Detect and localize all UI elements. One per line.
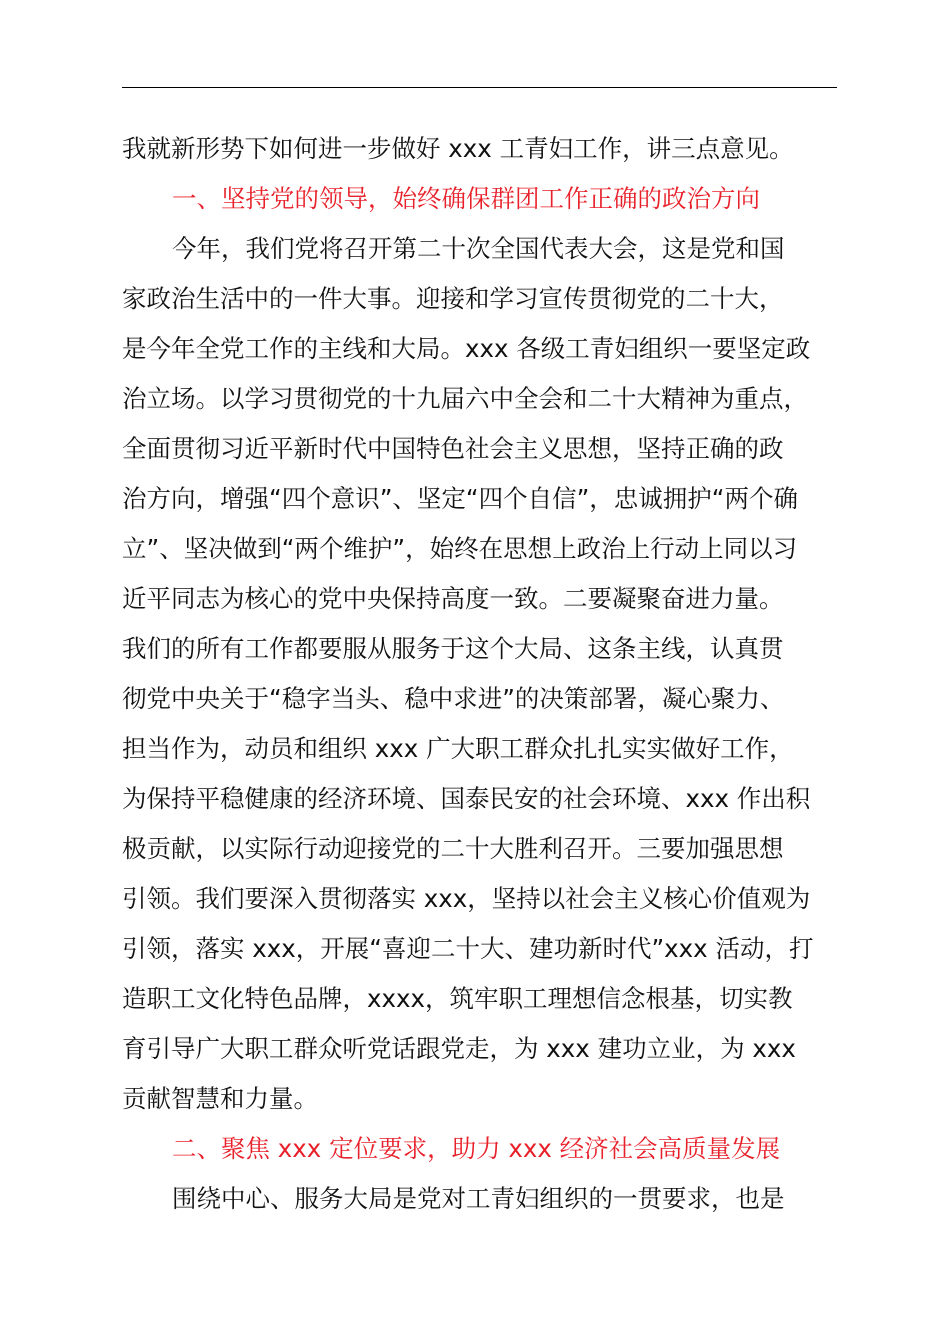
text-line: 近平同志为核心的党中央保持高度一致。二要凝聚奋进力量。 xyxy=(122,584,784,613)
text-line: 是今年全党工作的主线和大局。xxx 各级工青妇组织一要坚定政 xyxy=(122,334,811,363)
text-line: 引领，落实 xxx，开展“喜迎二十大、建功新时代”xxx 活动，打 xyxy=(122,934,814,963)
section-heading-1: 一、坚持党的领导，始终确保群团工作正确的政治方向 xyxy=(172,184,760,213)
text-line: 家政治生活中的一件大事。迎接和学习宣传贯彻党的二十大， xyxy=(122,284,784,313)
text-line: 引领。我们要深入贯彻落实 xxx，坚持以社会主义核心价值观为 xyxy=(122,884,811,913)
text-line: 治方向，增强“四个意识”、坚定“四个自信”，忠诚拥护“两个确 xyxy=(122,484,798,513)
text-line: 彻党中央关于“稳字当头、稳中求进”的决策部署，凝心聚力、 xyxy=(122,684,785,713)
text-line: 围绕中心、服务大局是党对工青妇组织的一贯要求，也是 xyxy=(172,1184,785,1213)
text-line: 治立场。以学习贯彻党的十九届六中全会和二十大精神为重点， xyxy=(122,384,808,413)
text-line: 我就新形势下如何进一步做好 xxx 工青妇工作，讲三点意见。 xyxy=(122,134,794,163)
header-rule xyxy=(122,87,837,88)
text-line: 担当作为，动员和组织 xxx 广大职工群众扎扎实实做好工作， xyxy=(122,734,794,763)
text-line: 贡献智慧和力量。 xyxy=(122,1084,318,1113)
text-line: 极贡献，以实际行动迎接党的二十大胜利召开。三要加强思想 xyxy=(122,834,784,863)
text-line: 育引导广大职工群众听党话跟党走，为 xxx 建功立业，为 xxx xyxy=(122,1034,796,1063)
text-line: 今年，我们党将召开第二十次全国代表大会，这是党和国 xyxy=(172,234,785,263)
section-heading-2: 二、聚焦 xxx 定位要求，助力 xxx 经济社会高质量发展 xyxy=(172,1134,781,1163)
text-line: 为保持平稳健康的经济环境、国泰民安的社会环境、xxx 作出积 xyxy=(122,784,811,813)
text-line: 我们的所有工作都要服从服务于这个大局、这条主线，认真贯 xyxy=(122,634,784,663)
text-line: 造职工文化特色品牌，xxxx，筑牢职工理想信念根基，切实教 xyxy=(122,984,793,1013)
text-line: 全面贯彻习近平新时代中国特色社会主义思想，坚持正确的政 xyxy=(122,434,784,463)
text-line: 立”、坚决做到“两个维护”，始终在思想上政治上行动上同以习 xyxy=(122,534,798,563)
document-body xyxy=(122,124,840,1224)
